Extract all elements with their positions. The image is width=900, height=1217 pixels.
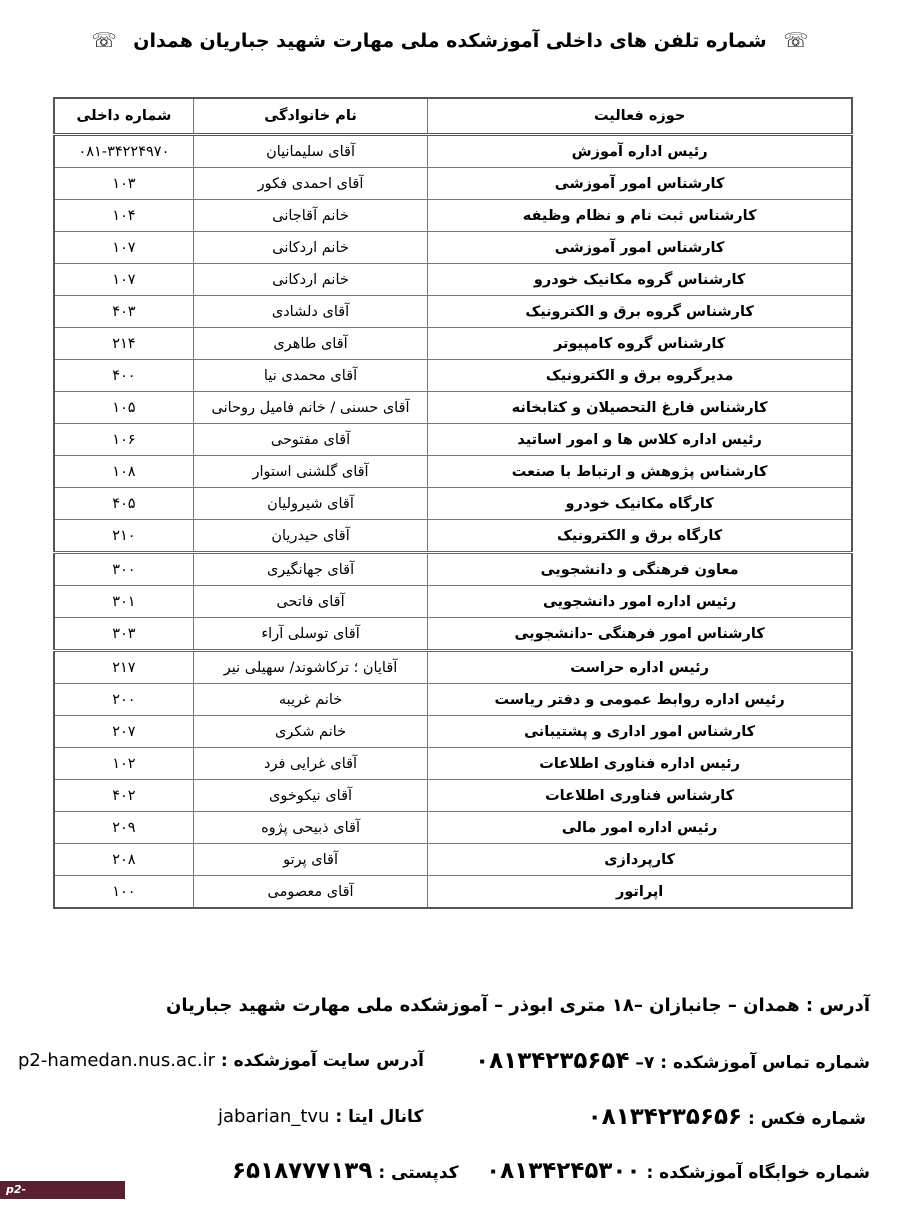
cell-extension: ۱۰۸ bbox=[54, 456, 193, 488]
contact-value: ۰۸۱۳۴۲۳۵۶۵۴ bbox=[475, 1048, 630, 1074]
table-row bbox=[54, 424, 852, 456]
cell-name: آقای سلیمانیان bbox=[193, 135, 427, 168]
cell-extension: ۱۰۵ bbox=[54, 392, 193, 424]
dorm-label: شماره خوابگاه آموزشکده : bbox=[646, 1163, 870, 1183]
table-row bbox=[54, 844, 852, 876]
table-row bbox=[54, 716, 852, 748]
cell-extension: ۳۰۳ bbox=[54, 618, 193, 651]
cell-name: آقای محمدی نیا bbox=[193, 360, 427, 392]
cell-activity: معاون فرهنگی و دانشجویی bbox=[428, 553, 852, 586]
cell-activity: رئیس اداره آموزش bbox=[428, 135, 852, 168]
cell-extension: ۰۸۱-۳۴۲۲۴۹۷۰ bbox=[54, 135, 193, 168]
table-row bbox=[54, 264, 852, 296]
cell-activity: کارشناس امور آموزشی bbox=[428, 232, 852, 264]
table-row bbox=[54, 876, 852, 909]
cell-name: آقای فاتحی bbox=[193, 586, 427, 618]
table-row bbox=[54, 200, 852, 232]
cell-activity: اپراتور bbox=[428, 876, 852, 909]
telephone-icon: ☏ bbox=[783, 28, 809, 52]
cell-extension: ۲۰۷ bbox=[54, 716, 193, 748]
table-row bbox=[54, 586, 852, 618]
table-row bbox=[54, 684, 852, 716]
cell-activity: رئیس اداره روابط عمومی و دفتر ریاست bbox=[428, 684, 852, 716]
table-row bbox=[54, 520, 852, 553]
cell-activity: کارشناس گروه کامپیوتر bbox=[428, 328, 852, 360]
table-row bbox=[54, 812, 852, 844]
cell-activity: رئیس اداره امور دانشجویی bbox=[428, 586, 852, 618]
cell-extension: ۴۰۳ bbox=[54, 296, 193, 328]
site-value: p2-hamedan.nus.ac.ir bbox=[18, 1050, 215, 1071]
cell-activity: کارشناس گروه مکانیک خودرو bbox=[428, 264, 852, 296]
dorm-number bbox=[486, 1158, 870, 1184]
table-row bbox=[54, 135, 852, 168]
cell-name: آقای جهانگیری bbox=[193, 553, 427, 586]
eitaa-channel bbox=[218, 1106, 423, 1127]
postal-value: ۶۵۱۸۷۷۷۱۳۹ bbox=[232, 1158, 373, 1184]
cell-activity: کارشناس ثبت نام و نظام وظیفه bbox=[428, 200, 852, 232]
cell-name: آقای حسنی / خانم فامیل روحانی bbox=[193, 392, 427, 424]
fax-number bbox=[588, 1104, 866, 1130]
cell-name: خانم اردکانی bbox=[193, 264, 427, 296]
cell-name: آقای مفتوحی bbox=[193, 424, 427, 456]
cell-name: خانم آقاجانی bbox=[193, 200, 427, 232]
cell-activity: کارشناس امور اداری و پشتیبانی bbox=[428, 716, 852, 748]
cell-name: خانم شکری bbox=[193, 716, 427, 748]
fax-label: شماره فکس : bbox=[747, 1109, 866, 1129]
cell-extension: ۱۰۷ bbox=[54, 232, 193, 264]
cell-extension: ۲۱۷ bbox=[54, 651, 193, 684]
cell-name: آقایان ؛ ترکاشوند/ سهیلی نیر bbox=[193, 651, 427, 684]
fax-value: ۰۸۱۳۴۲۳۵۶۵۶ bbox=[587, 1104, 743, 1130]
table-row bbox=[54, 780, 852, 812]
cell-activity: کارشناس پژوهش و ارتباط با صنعت bbox=[428, 456, 852, 488]
cell-name: آقای حیدریان bbox=[193, 520, 427, 553]
table-row bbox=[54, 748, 852, 780]
cell-activity: کارگاه مکانیک خودرو bbox=[428, 488, 852, 520]
cell-name: آقای گلشنی استوار bbox=[193, 456, 427, 488]
cell-extension: ۲۱۰ bbox=[54, 520, 193, 553]
cell-extension: ۱۰۶ bbox=[54, 424, 193, 456]
postal-label: کدپستی : bbox=[378, 1163, 459, 1183]
cell-activity: کارگاه برق و الکترونیک bbox=[428, 520, 852, 553]
cell-activity: کارپردازی bbox=[428, 844, 852, 876]
cell-name: آقای توسلی آراء bbox=[193, 618, 427, 651]
cell-activity: رئیس اداره کلاس ها و امور اساتید bbox=[428, 424, 852, 456]
cell-name: خانم اردکانی bbox=[193, 232, 427, 264]
site-label: آدرس سایت آموزشکده : bbox=[220, 1051, 424, 1071]
cell-activity: کارشناس امور فرهنگی -دانشجویی bbox=[428, 618, 852, 651]
cell-extension: ۱۰۳ bbox=[54, 168, 193, 200]
table-row bbox=[54, 392, 852, 424]
cell-name: آقای طاهری bbox=[193, 328, 427, 360]
table-body bbox=[54, 135, 852, 909]
telephone-icon: ☏ bbox=[91, 28, 117, 52]
site-address bbox=[18, 1050, 424, 1071]
cell-name: خانم غریبه bbox=[193, 684, 427, 716]
cell-extension: ۱۰۴ bbox=[54, 200, 193, 232]
cell-extension: ۲۰۰ bbox=[54, 684, 193, 716]
header-extension: شماره داخلی bbox=[54, 98, 193, 135]
table-row bbox=[54, 651, 852, 684]
cell-activity: رئیس اداره حراست bbox=[428, 651, 852, 684]
table-row bbox=[54, 296, 852, 328]
postal-code bbox=[232, 1158, 459, 1184]
table-row bbox=[54, 553, 852, 586]
cell-extension: ۲۰۸ bbox=[54, 844, 193, 876]
cell-extension: ۳۰۰ bbox=[54, 553, 193, 586]
table-header-row bbox=[54, 98, 852, 135]
title-text: شماره تلفن های داخلی آموزشکده ملی مهارت شهید جباریان همدان bbox=[133, 30, 767, 52]
table-row bbox=[54, 488, 852, 520]
cell-extension: ۳۰۱ bbox=[54, 586, 193, 618]
eitaa-label: کانال ایتا : bbox=[335, 1107, 424, 1127]
cell-extension: ۱۰۲ bbox=[54, 748, 193, 780]
eitaa-value: jabarian_tvu bbox=[218, 1106, 330, 1127]
cell-name: آقای دلشادی bbox=[193, 296, 427, 328]
cell-activity: مدیرگروه برق و الکترونیک bbox=[428, 360, 852, 392]
cell-extension: ۲۱۴ bbox=[54, 328, 193, 360]
contact-number bbox=[475, 1048, 870, 1074]
cell-name: آقای نیکوخوی bbox=[193, 780, 427, 812]
contact-label: شماره تماس آموزشکده : ۷– bbox=[629, 1053, 870, 1073]
address-line: آدرس : همدان – جانبازان –۱۸ متری ابوذر – آموزشکده ملی مهارت شهید جباریان bbox=[166, 995, 870, 1016]
table-row bbox=[54, 360, 852, 392]
cell-activity: کارشناس فارغ التحصیلان و کتابخانه bbox=[428, 392, 852, 424]
cell-name: آقای احمدی فکور bbox=[193, 168, 427, 200]
header-name: نام خانوادگی bbox=[193, 98, 427, 135]
extensions-table bbox=[53, 97, 853, 909]
cell-extension: ۴۰۲ bbox=[54, 780, 193, 812]
table-row bbox=[54, 168, 852, 200]
page-title bbox=[0, 28, 900, 52]
table-row bbox=[54, 456, 852, 488]
cell-extension: ۱۰۷ bbox=[54, 264, 193, 296]
cell-name: آقای ذبیحی پژوه bbox=[193, 812, 427, 844]
cell-extension: ۴۰۰ bbox=[54, 360, 193, 392]
table-row bbox=[54, 618, 852, 651]
cell-extension: ۴۰۵ bbox=[54, 488, 193, 520]
cell-activity: کارشناس گروه برق و الکترونیک bbox=[428, 296, 852, 328]
table-row bbox=[54, 328, 852, 360]
cell-name: آقای معصومی bbox=[193, 876, 427, 909]
header-activity: حوزه فعالیت bbox=[428, 98, 852, 135]
cell-activity: رئیس اداره فناوری اطلاعات bbox=[428, 748, 852, 780]
table-row bbox=[54, 232, 852, 264]
cell-name: آقای شیرولیان bbox=[193, 488, 427, 520]
cell-name: آقای غرایی فرد bbox=[193, 748, 427, 780]
cell-activity: کارشناس فناوری اطلاعات bbox=[428, 780, 852, 812]
cell-extension: ۲۰۹ bbox=[54, 812, 193, 844]
cell-activity: رئیس اداره امور مالی bbox=[428, 812, 852, 844]
site-watermark: p2-hamedan.nus.ac.ir bbox=[0, 1181, 125, 1199]
cell-name: آقای پرتو bbox=[193, 844, 427, 876]
dorm-value: ۰۸۱۳۴۲۴۵۳۰۰ bbox=[486, 1158, 641, 1184]
cell-extension: ۱۰۰ bbox=[54, 876, 193, 909]
cell-activity: کارشناس امور آموزشی bbox=[428, 168, 852, 200]
